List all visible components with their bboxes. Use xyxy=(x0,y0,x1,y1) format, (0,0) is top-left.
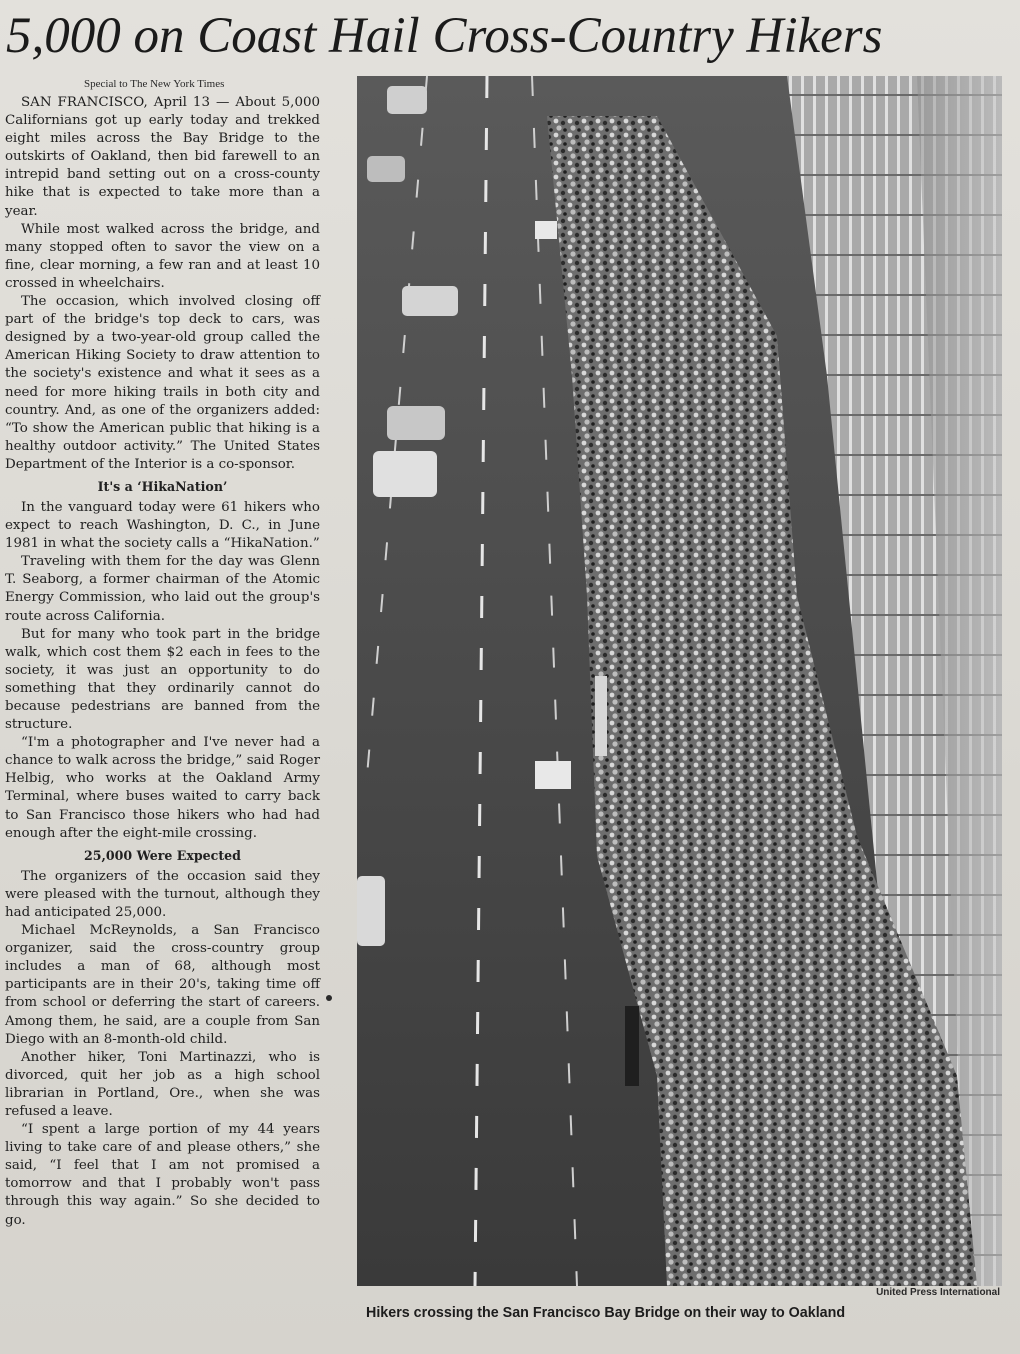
dateline: Special to The New York Times xyxy=(84,78,225,90)
ink-dot xyxy=(326,995,332,1001)
bridge-photo-illustration xyxy=(357,76,1002,1286)
headline: 5,000 on Coast Hail Cross-Country Hikers xyxy=(6,8,883,64)
article-paragraph: Michael McReynolds, a San Francisco organizer, said the cross-country group includes a man of 68, although most participants are in their 20's, taking time off from school or deferring the start of careers. Among them, he said, are a couple from San Diego with an 8-month-old child. xyxy=(5,923,320,1047)
bridge-photo xyxy=(357,76,1002,1286)
article-paragraph: The occasion, which involved closing off part of the bridge's top deck to cars, was designed by a two-year-old group called the American Hiking Society to draw attention to the society's existence and what it sees as a need for more hiking trails in both city and country. And, as one of the organizers added: “To show the American public that hiking is a healthy outdoor activity.” The United States Department of the Interior is a co-sponsor. xyxy=(5,294,320,472)
section-subhead: It's a ‘HikaNation’ xyxy=(97,478,228,494)
article-body xyxy=(5,94,320,1230)
article-paragraph: But for many who took part in the bridge walk, which cost them $2 each in fees to the society, it was just an opportunity to do something that they ordinarily cannot do because pedestrians are banned from the structure. xyxy=(5,626,320,733)
photo-caption: Hikers crossing the San Francisco Bay Bridge on their way to Oakland xyxy=(366,1305,846,1321)
article-paragraph: The organizers of the occasion said they were pleased with the turnout, although they had anticipated 25,000. xyxy=(5,868,320,920)
article-paragraph: In the vanguard today were 61 hikers who expect to reach Washington, D. C., in June 1981 in what the society calls a “HikaNation.” xyxy=(5,499,320,552)
article-paragraph: SAN FRANCISCO, April 13 — About 5,000 Californians got up early today and trekked eight miles across the Bay Bridge to the outskirts of Oakland, then bid farewell to an intrepid band setting out on a cross-county hike that is expected to take more than a year. xyxy=(5,95,320,219)
article-paragraph: While most walked across the bridge, and many stopped often to savor the view on a fine, clear morning, a few ran and at least 10 crossed in wheelchairs. xyxy=(5,221,320,291)
article-paragraph: Another hiker, Toni Martinazzi, who is divorced, quit her job as a high school librarian in Portland, Ore., when she was refused a leave. xyxy=(5,1049,320,1119)
photo-credit: United Press International xyxy=(876,1287,1000,1298)
article-paragraph: Traveling with them for the day was Glenn T. Seaborg, a former chairman of the Atomic Energy Commission, who laid out the group's route across California. xyxy=(5,554,320,624)
article-paragraph: “I spent a large portion of my 44 years living to take care of and please others,” she said, “I feel that I am not promised a tomorrow and that I probably won't pass through this way again.” So she decided to go. xyxy=(5,1122,320,1228)
article-paragraph: “I'm a photographer and I've never had a chance to walk across the bridge,” said Roger Helbig, who works at the Oakland Army Terminal, where buses waited to carry back to San Francisco those hikers who had had enough after the eight-mile crossing. xyxy=(5,735,320,841)
section-subhead: 25,000 Were Expected xyxy=(84,847,241,863)
